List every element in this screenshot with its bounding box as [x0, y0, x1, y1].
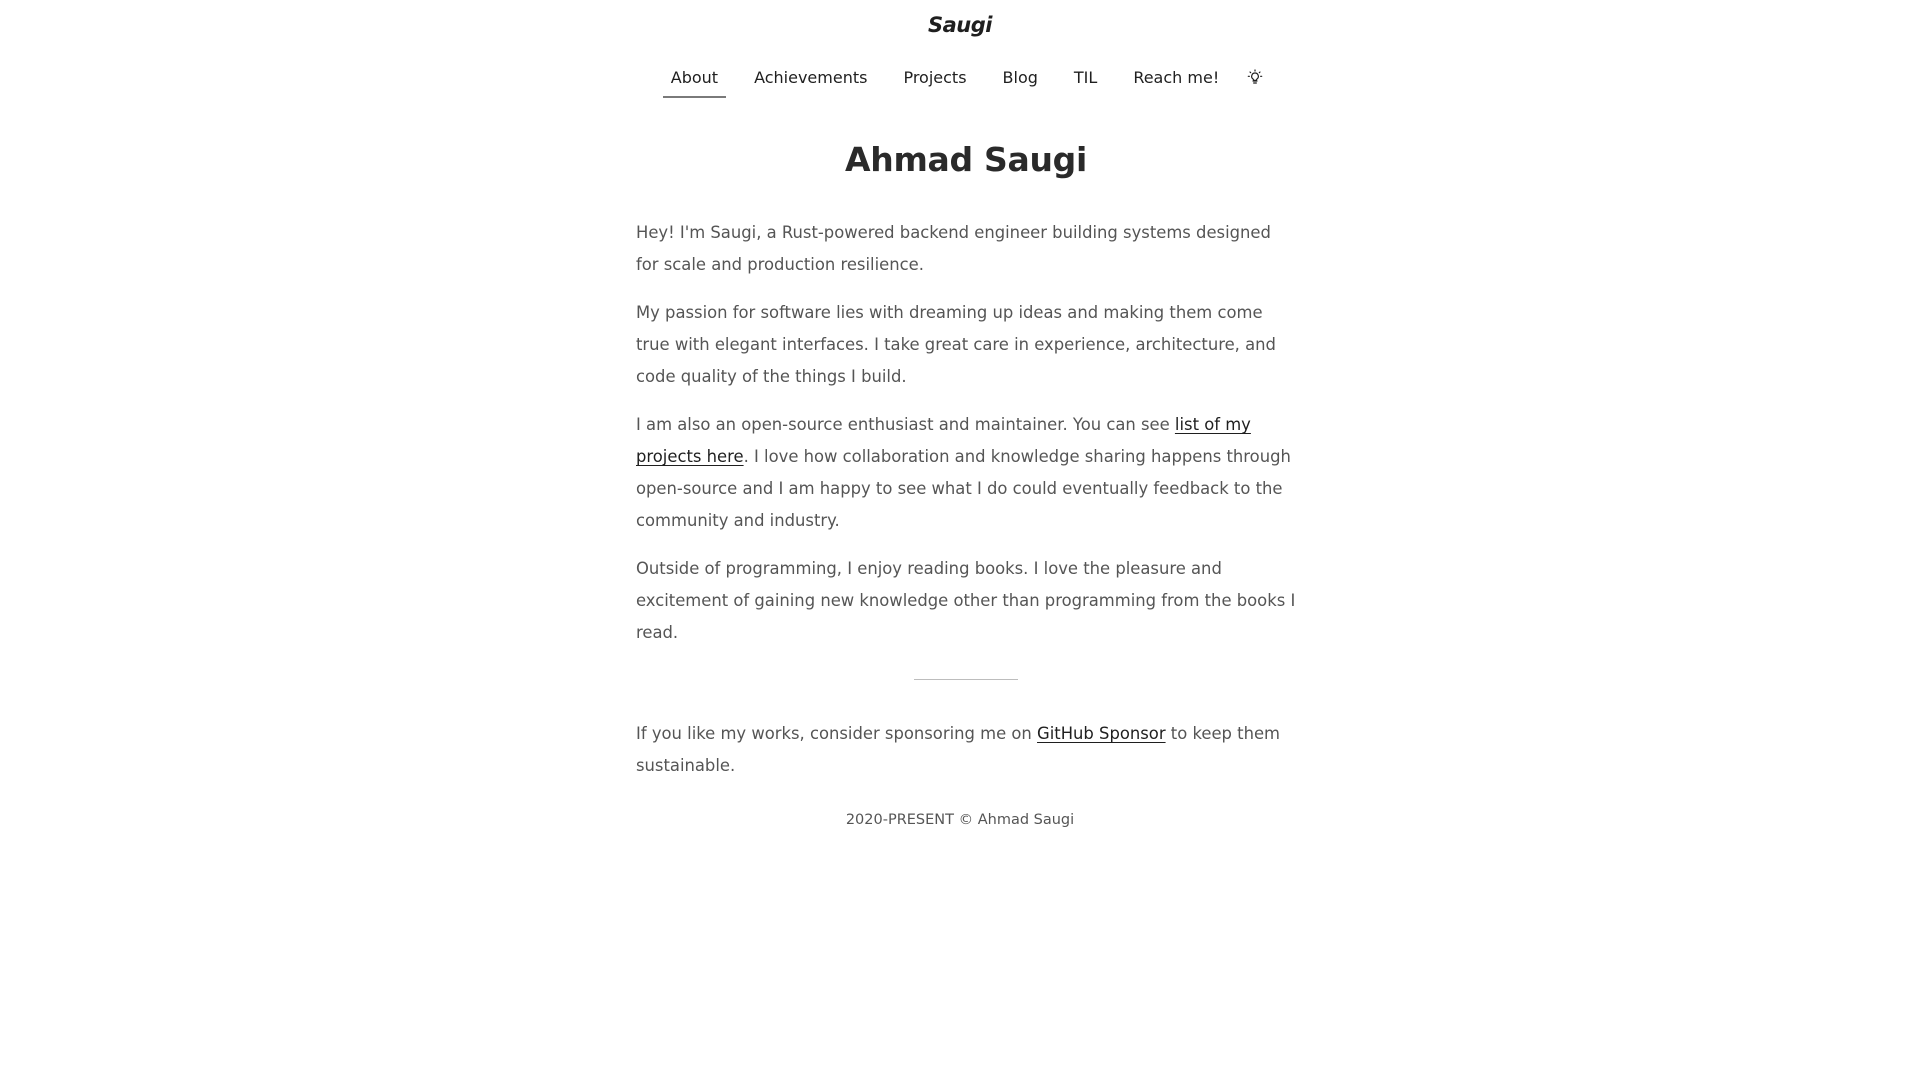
- sponsor-text-before: If you like my works, consider sponsoring me on: [636, 724, 1038, 743]
- github-sponsor-link[interactable]: GitHub Sponsor: [1037, 724, 1166, 743]
- nav-item-blog[interactable]: Blog: [1002, 68, 1038, 87]
- main-nav: [0, 62, 1920, 98]
- nav-item-til[interactable]: TIL: [1073, 68, 1098, 87]
- section-divider: [914, 679, 1018, 680]
- nav-list: [653, 62, 1267, 98]
- nav-item-projects[interactable]: Projects: [903, 68, 967, 87]
- projects-list-link[interactable]: list of my projects here: [636, 415, 1251, 466]
- theme-toggle-button[interactable]: [1243, 65, 1267, 89]
- nav-item-achievements[interactable]: Achievements: [754, 68, 868, 87]
- reading-paragraph: Outside of programming, I enjoy reading books. I love the pleasure and excitement of gaining new knowledge other than programming from the books I read.: [636, 559, 1296, 642]
- open-source-text-after: . I love how collaboration and knowledge sharing happens through open-source and I am happy to see what I do could eventually feedback to the community and industry.: [636, 447, 1291, 530]
- site-brand-link[interactable]: Saugi: [928, 13, 992, 37]
- open-source-text-before: I am also an open-source enthusiast and maintainer. You can see: [636, 415, 1175, 434]
- nav-item-reach-me[interactable]: Reach me!: [1133, 68, 1220, 87]
- intro-paragraph: Hey! I'm Saugi, a Rust-powered backend engineer building systems designed for scale and production resilience.: [636, 223, 1271, 274]
- main-content: [636, 140, 1296, 798]
- sponsor-paragraph: [636, 718, 1296, 782]
- page-title: Ahmad Saugi: [845, 140, 1087, 179]
- passion-paragraph: My passion for software lies with dreaming up ideas and making them come true with elegant interfaces. I take great care in experience, architecture, and code quality of the things I build.: [636, 303, 1276, 386]
- sponsor-text-after: to keep them sustainable.: [636, 724, 1281, 775]
- nav-item-about[interactable]: About: [663, 62, 726, 98]
- lightbulb-icon: [1247, 69, 1263, 85]
- open-source-paragraph: [636, 409, 1296, 537]
- footer-copyright: 2020-PRESENT © Ahmad Saugi: [845, 812, 1075, 828]
